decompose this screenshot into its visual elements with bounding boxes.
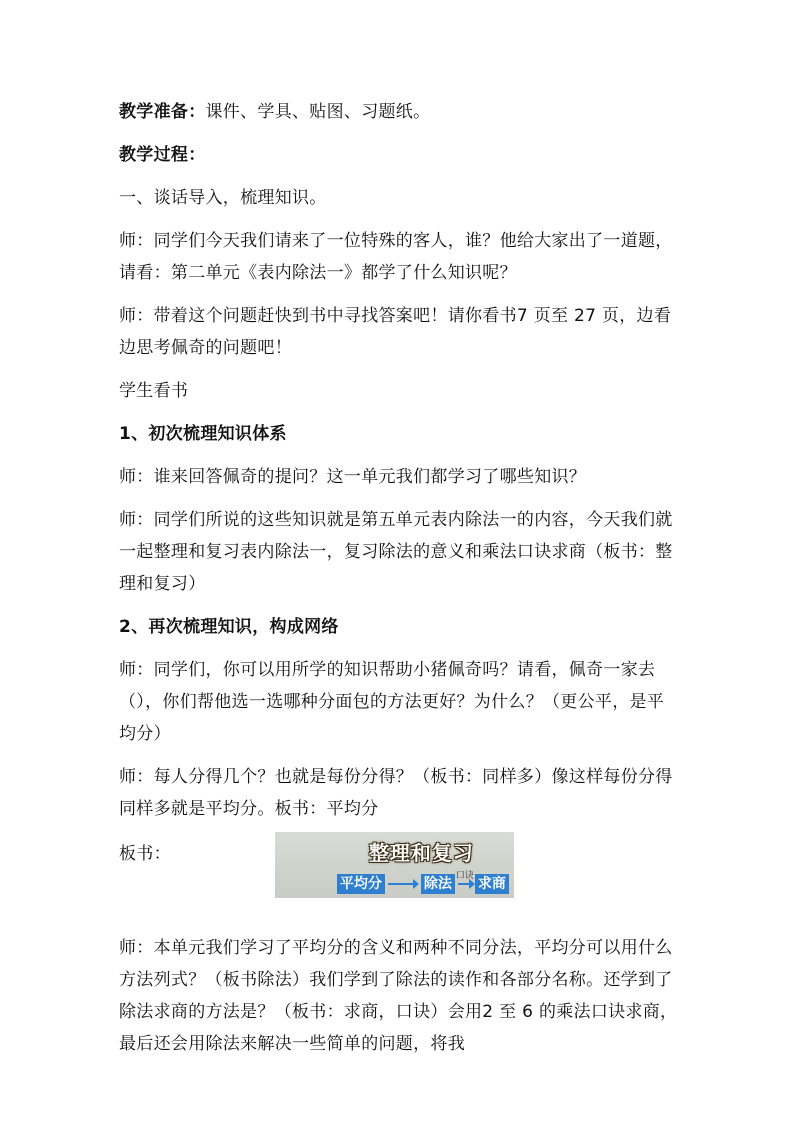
process-label: 教学过程： — [119, 145, 206, 165]
teaching-prep — [119, 96, 679, 128]
paragraph-1: 师：同学们今天我们请来了一位特殊的客人，谁？他给大家出了一道题，请看：第二单元《表内除法一》都学了什么知识呢？ — [119, 231, 673, 283]
arrow-note: 口诀 — [455, 871, 474, 881]
prep-text: 课件、学具、贴图、习题纸。 — [205, 102, 431, 122]
section-1-title: 一、谈话导入，梳理知识。 — [119, 188, 327, 208]
paragraph-4: 师：谁来回答佩奇的提问？这一单元我们都学习了哪些知识？ — [119, 467, 587, 487]
board-title: 整理和复习 — [368, 841, 474, 865]
paragraph-5: 师：同学们所说的这些知识就是第五单元表内除法一的内容，今天我们就一起整理和复习表内除法一，复习除法的意义和乘法口诀求商（板书：整理和复习） — [119, 510, 673, 594]
arrow-right-icon — [388, 883, 414, 885]
paragraph-6: 师：同学们，你可以用所学的知识帮助小猪佩奇吗？请看，佩奇一家去（），你们帮他选一选哪种分面包的方法更好？为什么？（更公平，是平均分） — [119, 660, 665, 744]
paragraph-2: 师：带着这个问题赶快到书中寻找答案吧！请你看书7 页至 27 页，边看边思考佩奇的问题吧！ — [119, 306, 672, 358]
blackboard-image — [275, 832, 514, 898]
node-average-division: 平均分 — [337, 874, 385, 894]
node-quotient: 求商 — [475, 874, 509, 894]
heading-1: 1、初次梳理知识体系 — [119, 424, 287, 444]
paragraph-8: 师：本单元我们学习了平均分的含义和两种不同分法，平均分可以用什么方法列式？（板书除法）我们学到了除法的读作和各部分名称。还学到了除法求商的方法是？（板书：求商，口诀）会用2 至 6 的乘法口诀求商，最后还会用除法来解决一些简单的问题，将我 — [119, 938, 678, 1054]
node-division: 除法 — [421, 874, 455, 894]
document-body — [119, 96, 679, 1071]
board-label: 板书： — [119, 844, 171, 864]
board-row — [119, 832, 679, 932]
heading-2: 2、再次梳理知识，构成网络 — [119, 617, 339, 637]
prep-label: 教学准备： — [119, 102, 206, 122]
paragraph-3: 学生看书 — [119, 381, 189, 401]
paragraph-7: 师：每人分得几个？也就是每份分得？（板书：同样多）像这样每份分得同样多就是平均分。板书：平均分 — [119, 767, 673, 819]
arrow-right-icon — [458, 883, 470, 885]
